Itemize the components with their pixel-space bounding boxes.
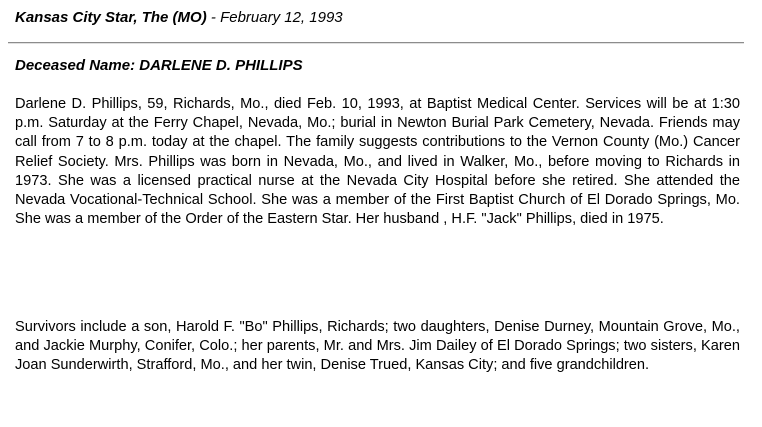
deceased-label: Deceased Name: xyxy=(15,57,140,74)
deceased-name: DARLENE D. PHILLIPS xyxy=(139,57,303,74)
deceased-heading xyxy=(15,57,303,75)
header-separator: - xyxy=(206,9,221,26)
header-divider xyxy=(8,42,744,44)
publication-date: February 12, 1993 xyxy=(220,9,343,26)
article-header xyxy=(15,9,343,27)
obituary-paragraph-1: Darlene D. Phillips, 59, Richards, Mo., died Feb. 10, 1993, at Baptist Medical Center. Services will be at 1:30 p.m. Saturday at the Ferry Chapel, Nevada, Mo.; burial in Newton Burial Park Cemetery, Nevada. Friends may call from 7 to 8 p.m. today at the chapel. The family suggests contributions to the Vernon County (Mo.) Cancer Relief Society. Mrs. Phillips was born in Nevada, Mo., and lived in Walker, Mo., before moving to Richards in 1973. She was a licensed practical nurse at the Nevada City Hospital before she retired. She attended the Nevada Vocational-Technical School. She was a member of the First Baptist Church of El Dorado Springs, Mo. She was a member of the Order of the Eastern Star. Her husband , H.F. "Jack" Phillips, died in 1975. xyxy=(15,96,740,228)
publication-name: Kansas City Star, The (MO) xyxy=(15,9,207,26)
obituary-paragraph-survivors: Survivors include a son, Harold F. "Bo" Phillips, Richards; two daughters, Denise Durney, Mountain Grove, Mo., and Jackie Murphy, Conifer, Colo.; her parents, Mr. and Mrs. Jim Dailey of El Dorado Springs; two sisters, Karen Joan Sunderwirth, Strafford, Mo., and her twin, Denise Trued, Kansas City; and five grandchildren. xyxy=(15,319,740,374)
